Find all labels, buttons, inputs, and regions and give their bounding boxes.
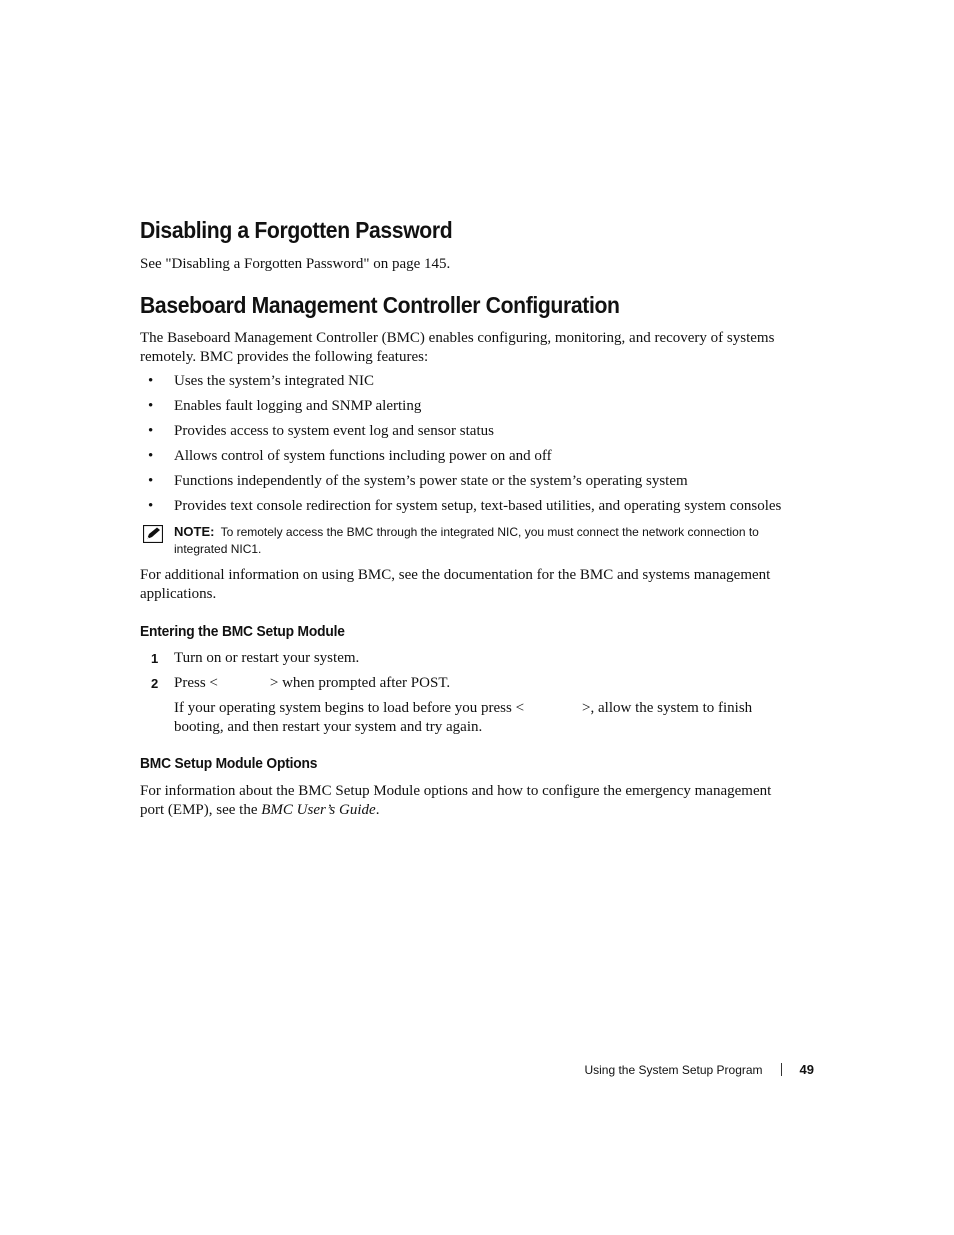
bmc-intro-line-2: remotely. BMC provides the following features: [140, 349, 429, 365]
followup-line-2: booting, and then restart your system and try again. [174, 719, 483, 735]
list-item [140, 372, 820, 397]
followup-after-key: >, allow the system to finish [582, 700, 753, 716]
list-item-text: Enables fault logging and SNMP alerting [174, 398, 422, 414]
step-number: 2 [151, 676, 159, 691]
bullet-icon: • [148, 398, 154, 414]
list-item-text: Provides text console redirection for system setup, text-based utilities, and operating system consoles [174, 498, 782, 514]
bullet-icon: • [148, 448, 154, 464]
footer-chapter-title: Using the System Setup Program [584, 1062, 763, 1077]
bullet-icon: • [148, 423, 154, 439]
page-number: 49 [799, 1062, 814, 1077]
options-line-2-before: port (EMP), see the [140, 802, 262, 818]
page-footer [584, 1062, 814, 1077]
step-text-after-key: > when prompted after POST. [269, 675, 451, 691]
bmc-additional-info-paragraph [140, 566, 812, 604]
step-text-before-key: Press < [174, 675, 218, 691]
list-item [140, 447, 820, 472]
additional-line-2: applications. [140, 586, 217, 602]
note-line-1: To remotely access the BMC through the integrated NIC, you must connect the network connection to [220, 525, 759, 539]
list-item [140, 649, 820, 674]
list-item [140, 422, 820, 447]
bmc-users-guide-title: BMC User’s Guide [261, 802, 376, 818]
bullet-icon: • [148, 498, 154, 514]
section-title-bmc-configuration: Baseboard Management Controller Configuration [140, 292, 620, 318]
note-line-2: integrated NIC1. [174, 542, 262, 556]
options-line-1: For information about the BMC Setup Module options and how to configure the emergency management [140, 783, 772, 799]
section-title-forgotten-password: Disabling a Forgotten Password [140, 217, 453, 243]
note-pencil-icon [143, 525, 163, 543]
list-item [140, 497, 820, 522]
note-text [174, 523, 814, 558]
footer-separator [781, 1063, 782, 1076]
list-item [140, 472, 820, 497]
bmc-intro-paragraph [140, 329, 812, 367]
list-item [140, 674, 820, 699]
options-line-2-after: . [375, 802, 380, 818]
note-label: NOTE: [174, 524, 215, 539]
bullet-icon: • [148, 473, 154, 489]
additional-line-1: For additional information on using BMC, see the documentation for the BMC and systems management [140, 567, 771, 583]
step-number: 1 [151, 651, 159, 666]
list-item-text: Functions independently of the system’s power state or the system’s operating system [174, 473, 688, 489]
list-item-text: Uses the system’s integrated NIC [174, 373, 374, 389]
list-item-text: Allows control of system functions including power on and off [174, 448, 552, 464]
bmc-intro-line-1: The Baseboard Management Controller (BMC) enables configuring, monitoring, and recovery of systems [140, 330, 775, 346]
bullet-icon: • [148, 373, 154, 389]
entering-bmc-steps [140, 649, 820, 699]
followup-before-key: If your operating system begins to load before you press < [174, 700, 525, 716]
entering-bmc-followup [174, 699, 814, 737]
subsection-title-bmc-options: BMC Setup Module Options [140, 755, 318, 772]
subsection-title-entering-bmc: Entering the BMC Setup Module [140, 623, 345, 640]
bmc-options-paragraph [140, 782, 812, 820]
forgotten-password-reference: See "Disabling a Forgotten Password" on page 145. [140, 256, 451, 272]
list-item-text: Provides access to system event log and sensor status [174, 423, 494, 439]
step-text: Turn on or restart your system. [174, 650, 360, 666]
list-item [140, 397, 820, 422]
bmc-features-list [140, 372, 820, 522]
